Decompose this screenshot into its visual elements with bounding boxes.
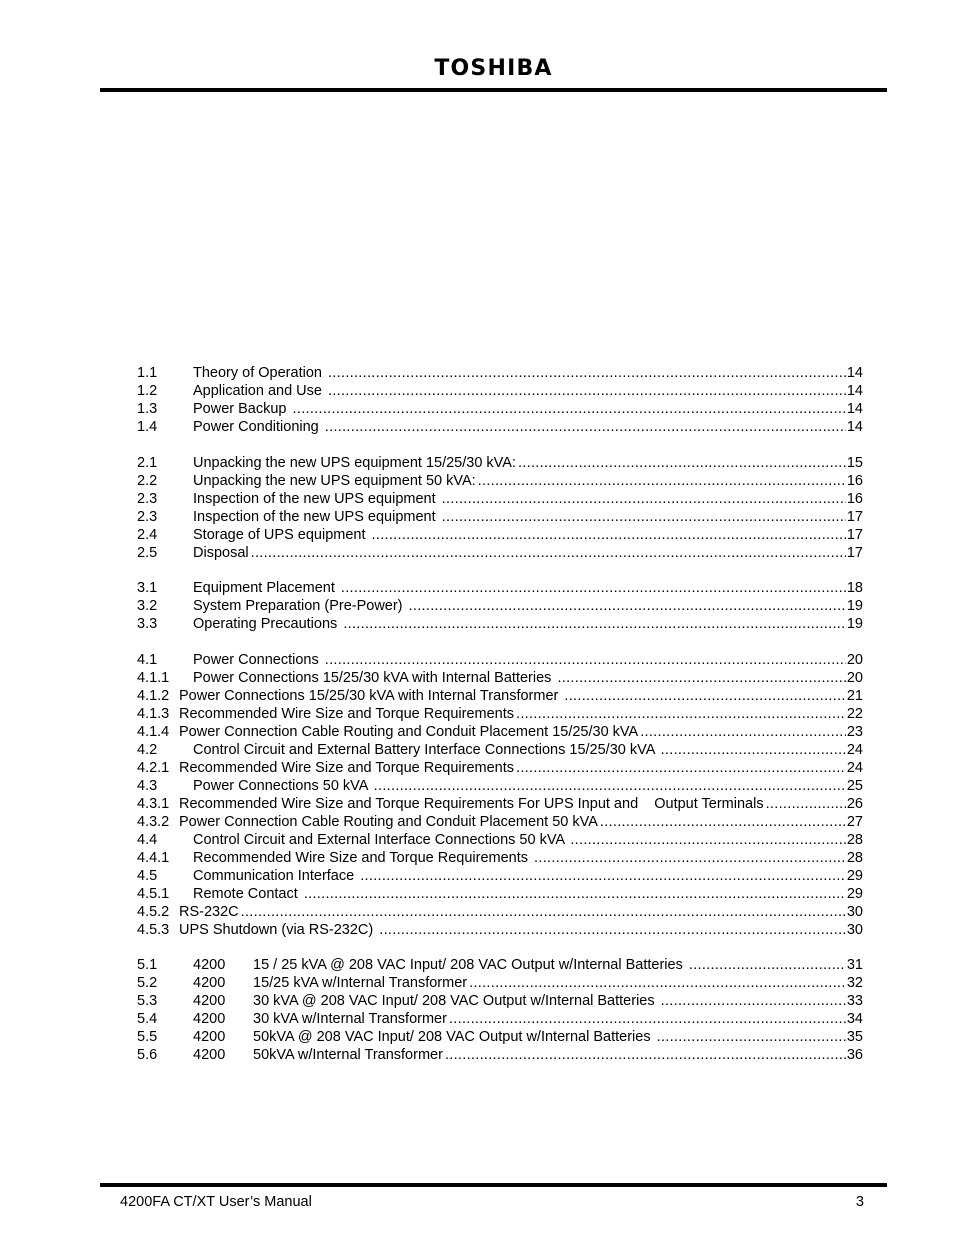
toc-entry-number: 4.1 <box>137 651 158 668</box>
toc-entry-model-code: 4200 <box>193 993 226 1009</box>
toc-dot-leader <box>328 382 846 400</box>
toc-dot-leader <box>600 813 846 831</box>
toc-entry[interactable] <box>137 974 863 992</box>
toc-entry-title: Inspection of the new UPS equipment <box>193 490 440 507</box>
toc-entry-title: 15/25 kVA w/Internal Transformer <box>253 975 468 991</box>
toc-entry[interactable] <box>137 597 863 615</box>
toc-entry[interactable] <box>137 544 863 562</box>
table-of-contents <box>137 364 863 1082</box>
toc-entry[interactable] <box>137 1046 863 1064</box>
toc-entry[interactable] <box>137 669 863 687</box>
toc-entry[interactable] <box>137 454 863 472</box>
header-rule <box>100 88 887 92</box>
toc-entry-number: 1.1 <box>137 365 158 381</box>
toc-entry-title: Recommended Wire Size and Torque Requirements <box>179 759 515 776</box>
toc-entry-page: 31 <box>846 957 863 973</box>
toc-dot-leader <box>518 454 846 472</box>
toc-entry[interactable] <box>137 885 863 903</box>
toc-dot-leader <box>241 903 846 921</box>
toc-entry-page: 36 <box>846 1047 863 1063</box>
toc-entry-page: 20 <box>846 669 863 686</box>
toc-entry-title: Operating Precautions <box>193 616 342 632</box>
toc-entry-page: 14 <box>846 419 863 435</box>
toc-dot-leader <box>445 1046 846 1064</box>
toc-dot-leader <box>325 651 846 669</box>
toc-entry-title: Theory of Operation <box>193 365 326 381</box>
toc-entry-number: 4.2 <box>137 741 158 758</box>
toc-entry-title: Equipment Placement <box>193 580 339 596</box>
toc-entry-title: Disposal <box>193 544 249 561</box>
toc-entry[interactable] <box>137 615 863 633</box>
toc-entry-number: 5.5 <box>137 1029 158 1045</box>
toc-entry-title: Unpacking the new UPS equipment 50 kVA: <box>193 472 476 489</box>
toc-dot-leader <box>516 759 846 777</box>
toc-entry-number: 3.3 <box>137 616 158 632</box>
toc-dot-leader <box>449 1010 846 1028</box>
toc-dot-leader <box>325 418 846 436</box>
toc-entry-title: 30 kVA @ 208 VAC Input/ 208 VAC Output w/Internal Batteries <box>253 993 659 1009</box>
toc-entry-title: Power Connection Cable Routing and Conduit Placement 15/25/30 kVA <box>179 723 639 740</box>
toc-entry-title: Remote Contact <box>193 885 302 902</box>
toc-entry[interactable] <box>137 579 863 597</box>
toc-entry-title: System Preparation (Pre-Power) <box>193 598 407 614</box>
toc-entry[interactable] <box>137 400 863 418</box>
toc-entry-page: 28 <box>846 831 863 848</box>
toc-entry-page: 29 <box>846 885 863 902</box>
toc-dot-leader <box>689 956 846 974</box>
toc-dot-leader <box>564 687 845 705</box>
toc-entry-number: 5.4 <box>137 1011 158 1027</box>
toc-entry-number: 1.3 <box>137 401 158 417</box>
toc-entry[interactable] <box>137 903 863 921</box>
toc-section <box>137 579 863 633</box>
toc-dot-leader <box>409 597 846 615</box>
toc-entry-page: 35 <box>846 1029 863 1045</box>
toc-entry-number: 4.3 <box>137 777 158 794</box>
toc-entry-page: 17 <box>846 544 863 561</box>
toc-dot-leader <box>304 885 846 903</box>
toc-entry-title: Unpacking the new UPS equipment 15/25/30 kVA: <box>193 454 516 471</box>
toc-entry[interactable] <box>137 472 863 490</box>
toc-entry-model-code: 4200 <box>193 1011 226 1027</box>
toc-dot-leader <box>328 364 846 382</box>
toc-entry-page: 28 <box>846 849 863 866</box>
toc-entry-title: Communication Interface <box>193 867 359 884</box>
toc-entry-model-code: 4200 <box>193 975 226 991</box>
toc-entry[interactable] <box>137 777 863 795</box>
toc-entry-number: 5.6 <box>137 1047 158 1063</box>
toc-entry-title: Control Circuit and External Battery Interface Connections 15/25/30 kVA <box>193 741 659 758</box>
toc-entry-title: Power Connections <box>193 651 323 668</box>
toc-dot-leader <box>661 992 846 1010</box>
toc-dot-leader <box>516 705 846 723</box>
toc-entry-title: Recommended Wire Size and Torque Requirements <box>193 849 533 866</box>
toc-entry-page: 25 <box>846 777 863 794</box>
toc-entry-page: 29 <box>846 867 863 884</box>
toc-dot-leader <box>766 795 846 813</box>
toc-entry-title: Storage of UPS equipment <box>193 526 370 543</box>
toc-entry[interactable] <box>137 508 863 526</box>
toc-entry-number: 4.4.1 <box>137 849 170 866</box>
toc-entry[interactable] <box>137 418 863 436</box>
toc-entry[interactable] <box>137 1028 863 1046</box>
footer-manual-title: 4200FA CT/XT User’s Manual <box>120 1194 312 1210</box>
toc-entry-number: 4.1.3 <box>137 705 170 722</box>
toc-entry-title: 50kVA w/Internal Transformer <box>253 1047 443 1063</box>
toshiba-logo: TOSHIBA <box>434 56 553 81</box>
toc-entry-number: 4.3.1 <box>137 795 170 812</box>
toc-entry-page: 23 <box>846 723 863 740</box>
toc-entry-number: 3.1 <box>137 580 158 596</box>
toc-entry-page: 19 <box>846 598 863 614</box>
toc-dot-leader <box>557 669 845 687</box>
toc-dot-leader <box>360 867 846 885</box>
toc-entry-number: 4.5 <box>137 867 158 884</box>
toc-entry[interactable] <box>137 813 863 831</box>
toc-entry-number: 4.5.3 <box>137 921 170 938</box>
toc-entry-page: 17 <box>846 526 863 543</box>
toc-entry-title: Application and Use <box>193 383 326 399</box>
toc-entry[interactable] <box>137 992 863 1010</box>
toc-entry-title: Power Backup <box>193 401 291 417</box>
footer-page-number: 3 <box>855 1194 864 1210</box>
toc-entry-number: 2.4 <box>137 526 158 543</box>
toc-entry-number: 1.4 <box>137 419 158 435</box>
toc-section <box>137 651 863 939</box>
toc-entry-page: 17 <box>846 508 863 525</box>
toc-entry-number: 4.4 <box>137 831 158 848</box>
toc-entry[interactable] <box>137 759 863 777</box>
toc-entry-title: Power Connections 15/25/30 kVA with Internal Transformer <box>179 687 563 704</box>
toc-entry-number: 3.2 <box>137 598 158 614</box>
toc-entry-title: Inspection of the new UPS equipment <box>193 508 440 525</box>
toc-entry-page: 33 <box>846 993 863 1009</box>
toc-dot-leader <box>293 400 846 418</box>
toc-entry-page: 21 <box>846 687 863 704</box>
toc-dot-leader <box>478 472 846 490</box>
toc-entry[interactable] <box>137 364 863 382</box>
toc-entry[interactable] <box>137 687 863 705</box>
toc-entry-page: 14 <box>846 365 863 381</box>
toc-entry[interactable] <box>137 1010 863 1028</box>
toc-entry-page: 30 <box>846 921 863 938</box>
toc-entry[interactable] <box>137 490 863 508</box>
toc-entry-number: 1.2 <box>137 383 158 399</box>
toc-entry-title: 15 / 25 kVA @ 208 VAC Input/ 208 VAC Output w/Internal Batteries <box>253 957 687 973</box>
toc-entry-number: 2.2 <box>137 472 158 489</box>
toc-entry-number: 2.3 <box>137 508 158 525</box>
toc-entry-page: 19 <box>846 616 863 632</box>
toc-entry-page: 18 <box>846 580 863 596</box>
toc-entry-number: 4.2.1 <box>137 759 170 776</box>
toc-entry-title: RS-232C <box>179 903 239 920</box>
toc-entry[interactable] <box>137 849 863 867</box>
toc-entry-title: Power Connections 15/25/30 kVA with Internal Batteries <box>193 669 556 686</box>
toc-entry[interactable] <box>137 651 863 669</box>
toc-entry-number: 4.1.1 <box>137 669 170 686</box>
toc-section <box>137 956 863 1064</box>
toc-entry-number: 5.2 <box>137 975 158 991</box>
toc-entry-title: Power Connection Cable Routing and Conduit Placement 50 kVA <box>179 813 598 830</box>
toc-entry-title: Power Conditioning <box>193 419 323 435</box>
toc-entry-number: 5.1 <box>137 957 158 973</box>
toc-entry[interactable] <box>137 526 863 544</box>
toc-entry-page: 16 <box>846 472 863 489</box>
toc-dot-leader <box>640 723 846 741</box>
toc-entry[interactable] <box>137 956 863 974</box>
toc-dot-leader <box>570 831 846 849</box>
toc-section <box>137 364 863 436</box>
toc-entry-title: 30 kVA w/Internal Transformer <box>253 1011 447 1027</box>
toc-dot-leader <box>343 615 846 633</box>
toc-entry-number: 5.3 <box>137 993 158 1009</box>
toc-dot-leader <box>341 579 846 597</box>
toc-dot-leader <box>469 974 846 992</box>
toc-entry-number: 2.3 <box>137 490 158 507</box>
toc-dot-leader <box>442 490 846 508</box>
toc-entry-page: 14 <box>846 383 863 399</box>
toc-entry-page: 26 <box>846 795 863 812</box>
toc-entry-title: 50kVA @ 208 VAC Input/ 208 VAC Output w/Internal Batteries <box>253 1029 655 1045</box>
toc-entry[interactable] <box>137 382 863 400</box>
toc-dot-leader <box>372 526 846 544</box>
toc-entry-page: 14 <box>846 401 863 417</box>
toc-entry[interactable] <box>137 867 863 885</box>
toc-entry-title: UPS Shutdown (via RS-232C) <box>179 921 378 938</box>
toc-entry[interactable] <box>137 921 863 939</box>
toc-entry-page: 15 <box>846 454 863 471</box>
toc-entry-number: 4.5.1 <box>137 885 170 902</box>
toc-entry-title: Recommended Wire Size and Torque Requirements <box>179 705 515 722</box>
toc-entry-number: 2.5 <box>137 544 158 561</box>
toc-entry-title: Control Circuit and External Interface Connections 50 kVA <box>193 831 569 848</box>
toc-entry-page: 32 <box>846 975 863 991</box>
toc-dot-leader <box>442 508 846 526</box>
toc-entry-model-code: 4200 <box>193 1029 226 1045</box>
toc-entry-model-code: 4200 <box>193 957 226 973</box>
toc-entry-page: 24 <box>846 741 863 758</box>
toc-entry[interactable] <box>137 723 863 741</box>
toc-dot-leader <box>251 544 846 562</box>
toc-entry-number: 2.1 <box>137 454 158 471</box>
toc-dot-leader <box>534 849 846 867</box>
toc-dot-leader <box>374 777 846 795</box>
toc-entry-page: 24 <box>846 759 863 776</box>
toc-entry-page: 22 <box>846 705 863 722</box>
footer-rule <box>100 1183 887 1187</box>
toc-entry-title: Recommended Wire Size and Torque Requirements For UPS Input and Output Terminals <box>179 795 764 812</box>
toc-entry-page: 20 <box>846 651 863 668</box>
toc-entry-model-code: 4200 <box>193 1047 226 1063</box>
toc-entry-number: 4.5.2 <box>137 903 170 920</box>
toc-dot-leader <box>661 741 846 759</box>
toc-entry-number: 4.1.2 <box>137 687 170 704</box>
toc-entry[interactable] <box>137 741 863 759</box>
toc-entry-page: 34 <box>846 1011 863 1027</box>
toc-entry[interactable] <box>137 831 863 849</box>
toc-entry-number: 4.3.2 <box>137 813 170 830</box>
toc-section <box>137 454 863 562</box>
toc-entry[interactable] <box>137 705 863 723</box>
toc-entry-page: 16 <box>846 490 863 507</box>
toc-entry-page: 30 <box>846 903 863 920</box>
toc-entry-number: 4.1.4 <box>137 723 170 740</box>
toc-dot-leader <box>379 921 846 939</box>
toc-entry[interactable] <box>137 795 863 813</box>
toc-dot-leader <box>657 1028 846 1046</box>
toc-entry-page: 27 <box>846 813 863 830</box>
toc-entry-title: Power Connections 50 kVA <box>193 777 372 794</box>
